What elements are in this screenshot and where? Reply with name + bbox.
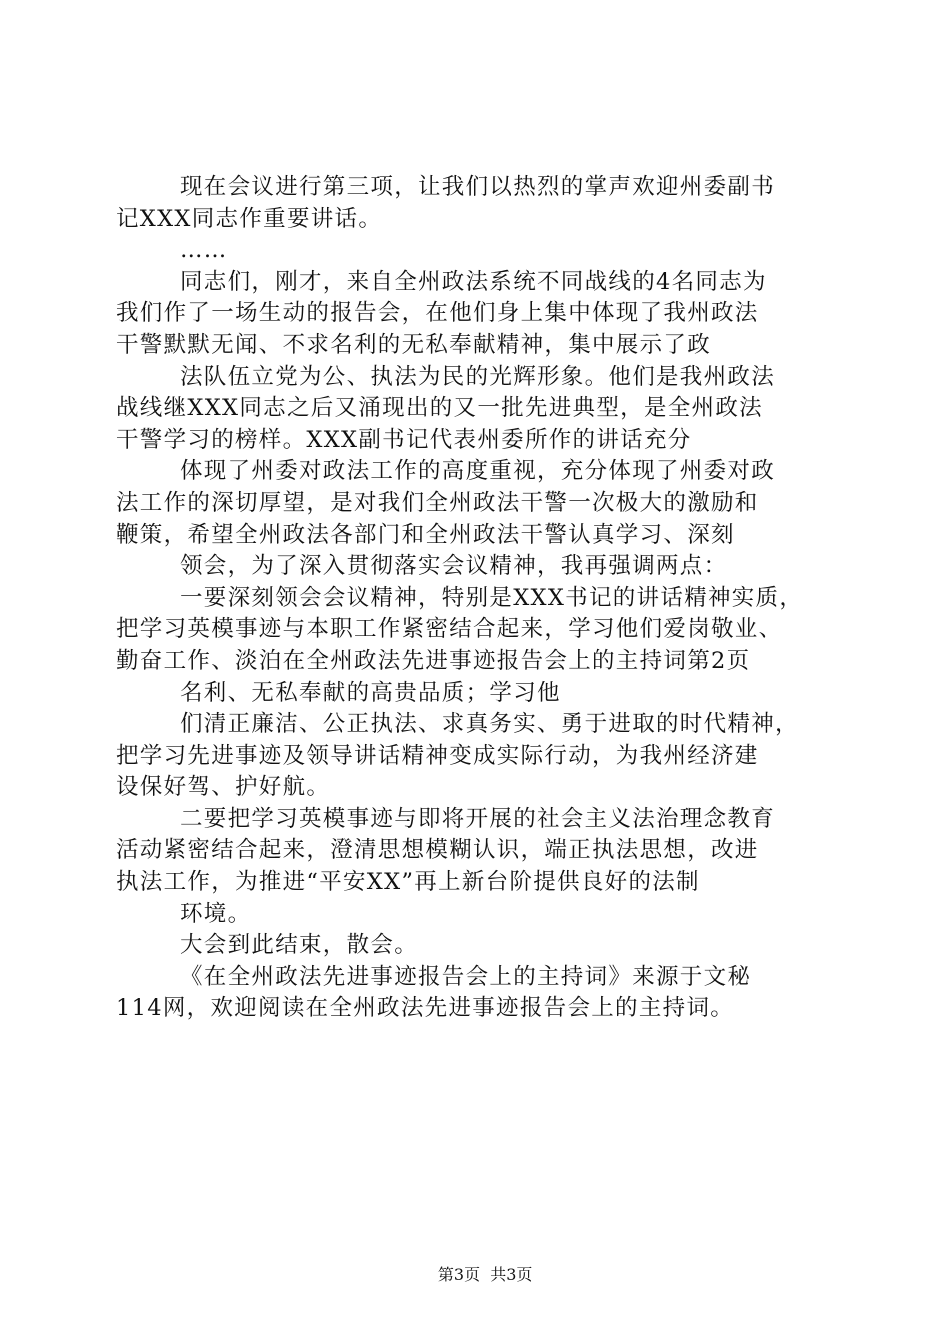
text-line: 把学习英模事迹与本职工作紧密结合起来，学习他们爱岗敬业、 <box>116 616 783 643</box>
text-line: 环境。 <box>180 900 252 927</box>
page-footer <box>0 1245 950 1305</box>
text-line: 们清正廉洁、公正执法、求真务实、勇于进取的时代精神， <box>180 711 799 738</box>
text-line: 体现了州委对政法工作的高度重视，充分体现了州委对政 <box>180 458 776 485</box>
text-line: 干警默默无闻、不求名利的无私奉献精神，集中展示了政 <box>116 331 712 358</box>
text-line: 大会到此结束，散会。 <box>180 932 419 959</box>
text-line: 活动紧密结合起来，澄清思想模糊认识，端正执法思想，改进 <box>116 837 759 864</box>
text-line: 法工作的深切厚望，是对我们全州政法干警一次极大的激励和 <box>116 489 759 516</box>
text-line: 名利、无私奉献的高贵品质；学习他 <box>180 679 561 706</box>
text-line: 干警学习的榜样。XXX副书记代表州委所作的讲话充分 <box>116 426 692 453</box>
text-line: 领会，为了深入贯彻落实会议精神，我再强调两点： <box>180 553 728 580</box>
text-line: 记XXX同志作重要讲话。 <box>116 205 383 232</box>
text-line: 同志们，刚才，来自全州政法系统不同战线的4名同志为 <box>180 268 767 295</box>
text-line: 鞭策，希望全州政法各部门和全州政法干警认真学习、深刻 <box>116 521 735 548</box>
page-number: 第3页 共3页 <box>437 1265 533 1284</box>
text-line: 勤奋工作、淡泊在全州政法先进事迹报告会上的主持词第2页 <box>116 647 751 674</box>
text-line: 一要深刻领会会议精神，特别是XXX书记的讲话精神实质， <box>180 584 804 611</box>
text-line: 现在会议进行第三项，让我们以热烈的掌声欢迎州委副书 <box>180 174 776 200</box>
text-line: 战线继XXX同志之后又涌现出的又一批先进典型，是全州政法 <box>116 395 763 422</box>
ellipsis-line: …… <box>180 237 228 264</box>
document-body <box>116 172 836 1025</box>
text-line: 把学习先进事迹及领导讲话精神变成实际行动，为我州经济建 <box>116 742 759 769</box>
text-line: 二要把学习英模事迹与即将开展的社会主义法治理念教育 <box>180 805 776 832</box>
text-line: 执法工作，为推进“平安XX”再上新台阶提供良好的法制 <box>116 869 700 896</box>
text-line: 我们作了一场生动的报告会，在他们身上集中体现了我州政法 <box>116 300 759 327</box>
text-line: 法队伍立党为公、执法为民的光辉形象。他们是我州政法 <box>180 363 776 390</box>
text-line: 114网，欢迎阅读在全州政法先进事迹报告会上的主持词。 <box>116 995 735 1022</box>
text-line: 《在全州政法先进事迹报告会上的主持词》来源于文秘 <box>180 963 752 990</box>
text-line: 设保好驾、护好航。 <box>116 774 331 801</box>
